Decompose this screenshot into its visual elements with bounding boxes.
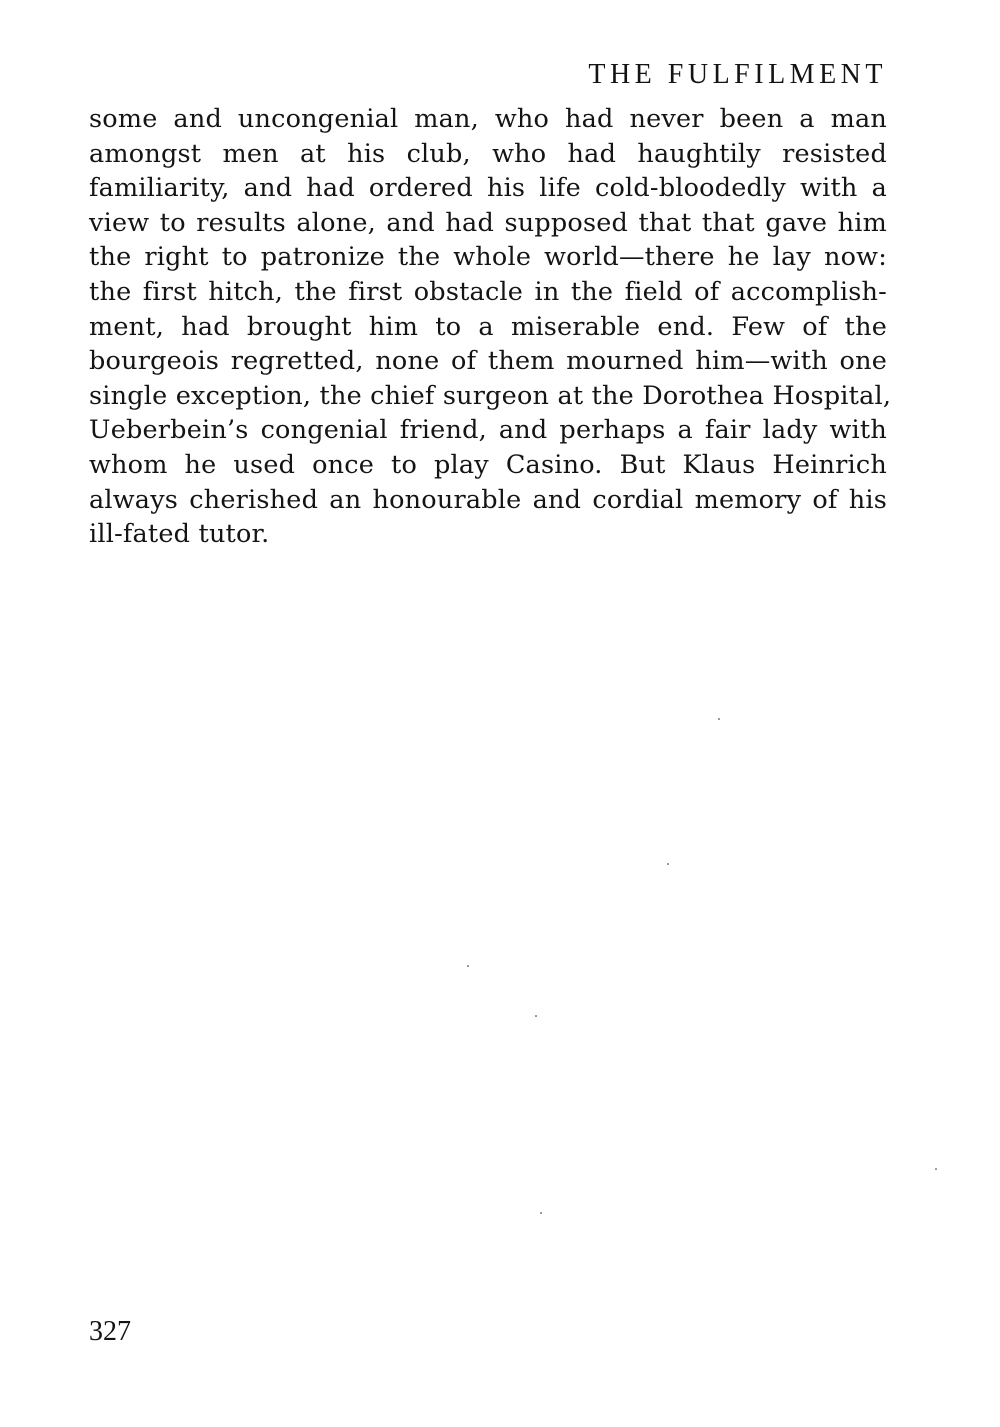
scan-speck xyxy=(667,863,669,865)
page-number: 327 xyxy=(89,1316,131,1347)
scan-speck xyxy=(467,965,469,967)
text-line: always cherished an honourable and cordial memory of his xyxy=(89,484,887,515)
text-line: the right to patronize the whole world—there he lay now: xyxy=(89,242,887,273)
scan-speck xyxy=(540,1212,542,1214)
text-line: Ueberbein’s congenial friend, and perhaps a fair lady with xyxy=(89,415,887,446)
text-line: familiarity, and had ordered his life cold-bloodedly with a xyxy=(89,173,887,204)
text-line: ill-fated tutor. xyxy=(89,519,270,550)
scan-speck xyxy=(935,1168,937,1170)
text-line: amongst men at his club, who had haughtily resisted xyxy=(89,138,887,169)
text-line: single exception, the chief surgeon at the Dorothea Hospital, xyxy=(89,380,892,411)
running-head: THE FULFILMENT xyxy=(588,59,887,90)
text-line: some and uncongenial man, who had never been a man xyxy=(89,104,887,134)
text-line: view to results alone, and had supposed that that gave him xyxy=(89,207,887,238)
scan-speck xyxy=(718,718,720,720)
text-line: bourgeois regretted, none of them mourned him—with one xyxy=(89,346,887,377)
text-line: the first hitch, the first obstacle in the field of accomplish- xyxy=(89,276,887,307)
body-paragraph xyxy=(89,102,892,552)
text-line: whom he used once to play Casino. But Klaus Heinrich xyxy=(89,449,887,480)
text-line: ment, had brought him to a miserable end. Few of the xyxy=(89,311,887,342)
scan-speck xyxy=(535,1015,537,1017)
